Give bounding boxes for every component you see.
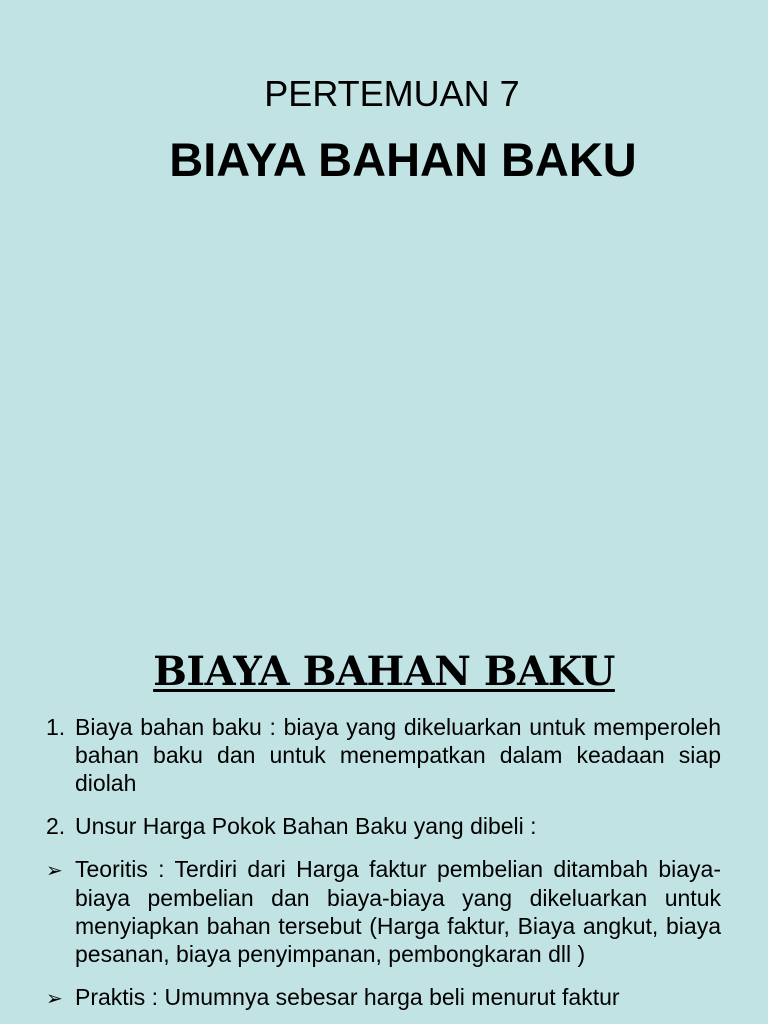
list-item-text: Praktis : Umumnya sebesar harga beli menurut faktur — [75, 984, 620, 1010]
list-item-text: Biaya bahan baku : biaya yang dikeluarkan untuk memperoleh bahan baku dan untuk menempatkan dalam keadaan siap diolah — [75, 714, 721, 796]
slide-content — [0, 600, 768, 1024]
list-item-text: Unsur Harga Pokok Bahan Baku yang dibeli : — [75, 813, 537, 839]
list-number: 1. — [46, 714, 66, 740]
slide-main-title: BIAYA BAHAN BAKU — [169, 133, 637, 186]
list-item — [46, 812, 721, 840]
slide-subtitle: PERTEMUAN 7 — [264, 73, 520, 114]
list-item-text: Teoritis : Terdiri dari Harga faktur pembelian ditambah biaya-biaya pembelian dan biaya-biaya yang dikeluarkan untuk menyiapkan bahan tersebut (Harga faktur, Biaya angkut, biaya pesanan, biaya penyimpanan, pembongkaran dll ) — [75, 856, 721, 967]
list-item — [46, 983, 721, 1012]
list-item — [46, 713, 721, 797]
list-item — [46, 855, 721, 968]
arrow-bullet-icon: ➢ — [46, 858, 63, 882]
content-body — [46, 713, 721, 1012]
list-number: 2. — [46, 813, 66, 839]
content-heading: BIAYA BAHAN BAKU — [153, 648, 615, 695]
arrow-bullet-icon: ➢ — [46, 986, 63, 1010]
